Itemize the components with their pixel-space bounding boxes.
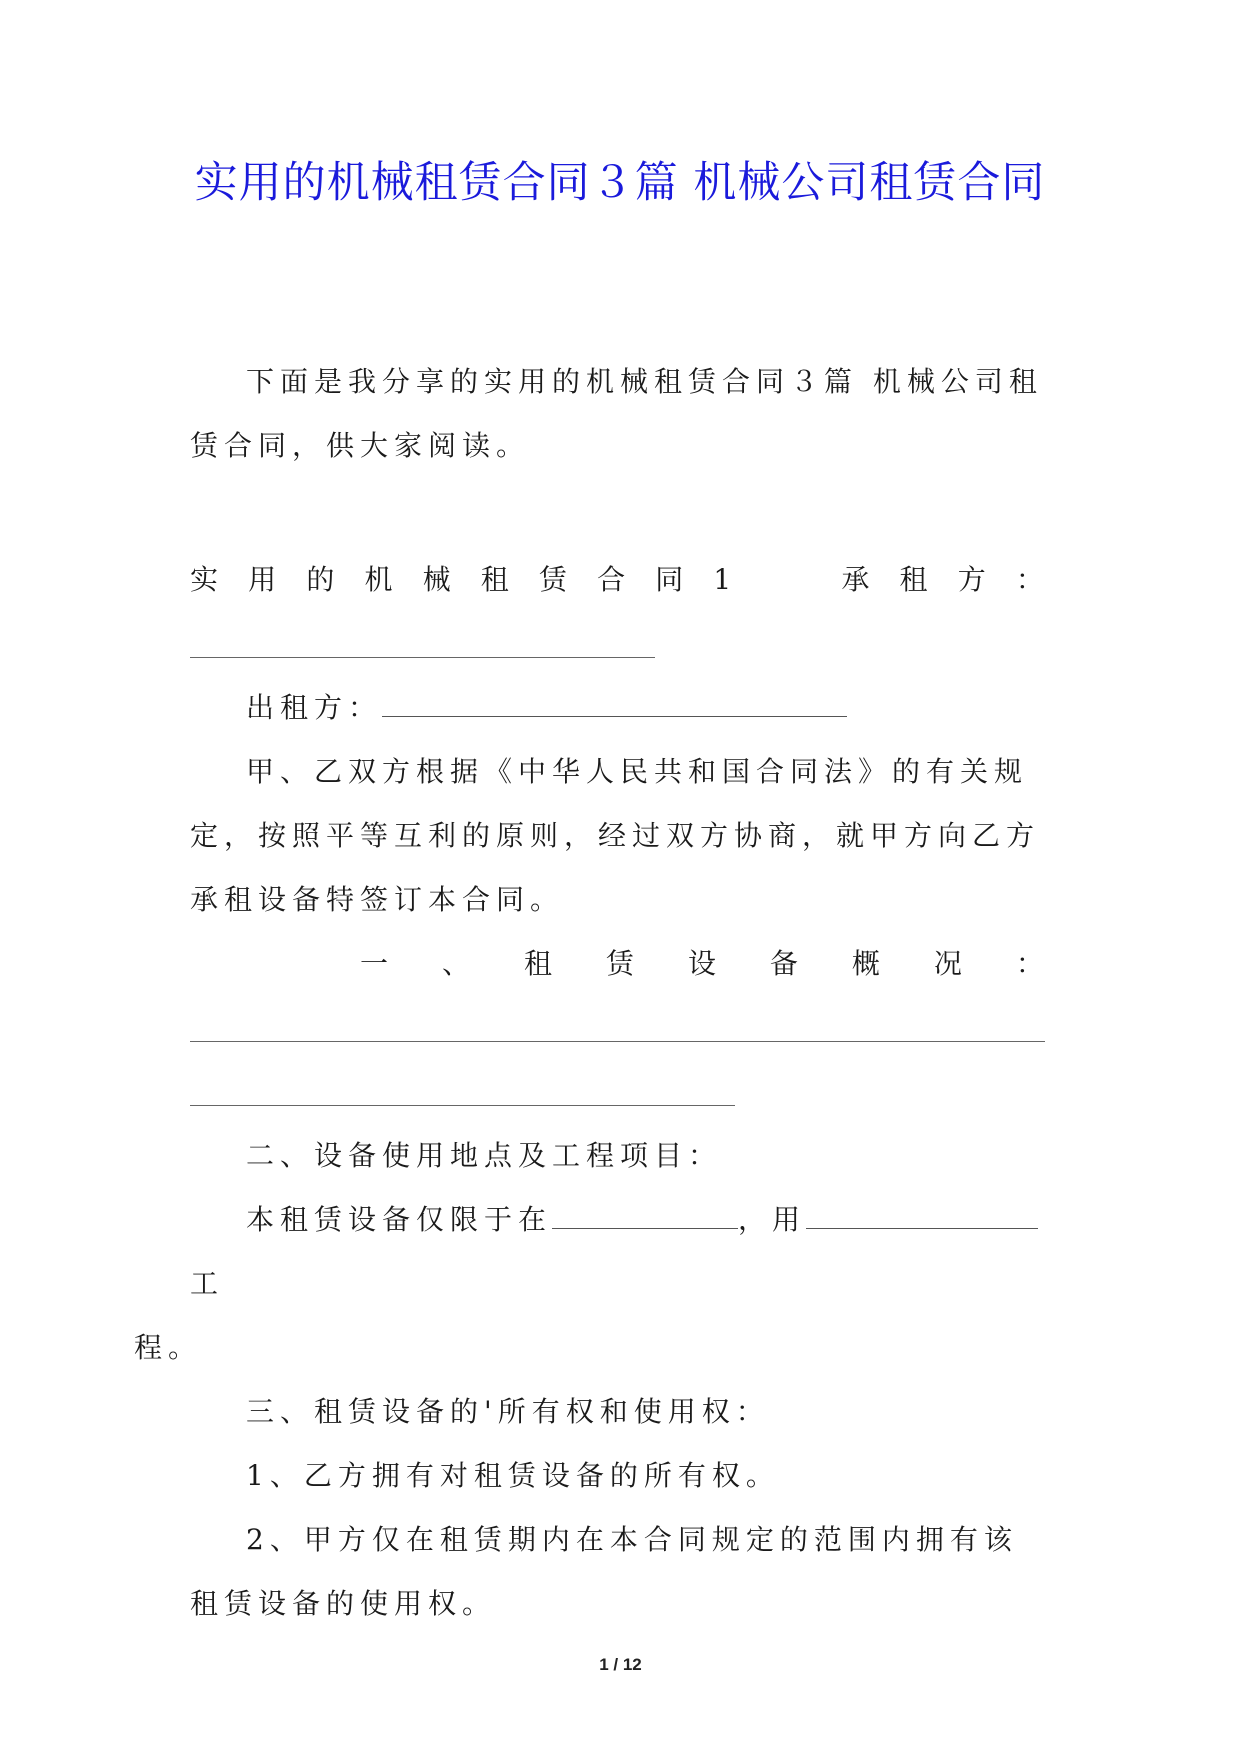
section1-char: 租 <box>523 947 558 980</box>
page-number: 1 / 12 <box>599 1655 642 1674</box>
item-1: 1、乙方拥有对租赁设备的所有权。 <box>246 1459 780 1492</box>
document-title: 实用的机械租赁合同３篇 机械公司租赁合同 <box>194 158 1046 208</box>
section1-blank <box>190 1105 735 1106</box>
section2-text: ，用 <box>738 1203 807 1236</box>
section2-heading: 二、设备使用地点及工程项目： <box>246 1139 723 1172</box>
contract-heading-line <box>190 548 1050 612</box>
section2-text: 本租赁设备仅限于在 <box>246 1203 553 1236</box>
lessor-label: 出租方： <box>246 691 383 724</box>
heading-char: 机 <box>364 563 399 596</box>
lessee-blank <box>190 657 655 658</box>
heading-char: 租 <box>480 563 515 596</box>
section1-char: 备 <box>769 947 804 980</box>
document-body <box>134 350 1050 1636</box>
heading-char: 用 <box>248 563 283 596</box>
heading-char: 合 <box>597 563 632 596</box>
lessee-label-char: 方 <box>957 563 992 596</box>
heading-char: 1 <box>713 563 738 596</box>
section1-char: 一 <box>360 947 395 980</box>
section1-char: 况 <box>933 947 968 980</box>
heading-char: 的 <box>306 563 341 596</box>
project-blank <box>806 1202 1038 1229</box>
section1-char: 设 <box>687 947 722 980</box>
lessor-line <box>190 676 1050 740</box>
section2-paragraph <box>134 1188 1050 1380</box>
lessor-blank <box>382 690 847 717</box>
section2-text: 工 <box>190 1267 225 1300</box>
heading-char: 械 <box>422 563 457 596</box>
section2-text: 程。 <box>134 1331 203 1364</box>
section1-char: 概 <box>851 947 886 980</box>
section3-heading: 三、租赁设备的'所有权和使用权： <box>246 1395 770 1428</box>
item-2: 2、甲方仅在租赁期内在本合同规定的范围内拥有该租赁设备的使用权。 <box>190 1523 1018 1620</box>
heading-char: 实 <box>190 563 225 596</box>
preamble-paragraph: 甲、乙双方根据《中华人民共和国合同法》的有关规定，按照平等互利的原则，经过双方协商，就甲方向乙方承租设备特签订本合同。 <box>190 755 1041 916</box>
section1-char: 赁 <box>605 947 640 980</box>
heading-char: 同 <box>655 563 690 596</box>
location-blank <box>552 1202 738 1229</box>
intro-paragraph: 下面是我分享的实用的机械租赁合同３篇 机械公司租赁合同，供大家阅读。 <box>190 365 1043 462</box>
lessee-label-char: 租 <box>899 563 934 596</box>
section1-char: ： <box>1015 947 1050 980</box>
lessee-blank-line <box>190 612 1050 676</box>
section1-char: 、 <box>441 947 476 980</box>
section1-heading <box>190 932 1050 996</box>
heading-char: 赁 <box>538 563 573 596</box>
lessee-label-char: ： <box>1015 563 1050 596</box>
section1-blank-line-2 <box>190 1060 1050 1124</box>
section1-blank-line-1 <box>190 996 1050 1060</box>
lessee-label-char: 承 <box>841 563 876 596</box>
section1-blank <box>190 1041 1045 1042</box>
